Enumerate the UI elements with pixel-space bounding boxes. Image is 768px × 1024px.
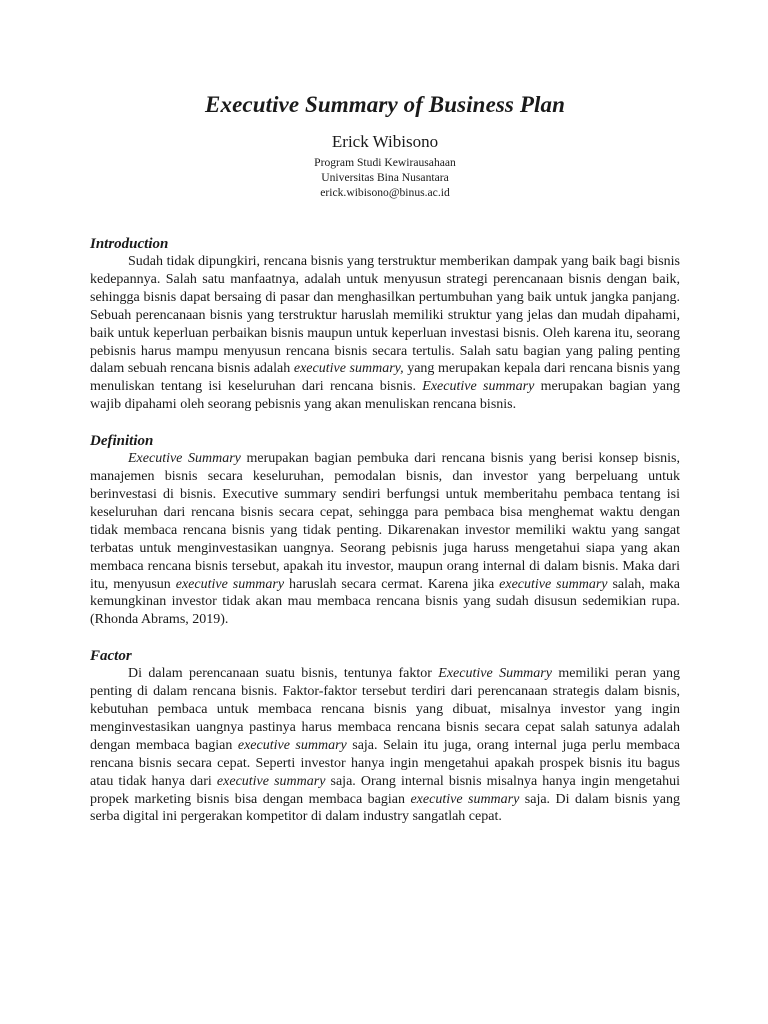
section-heading: Introduction [90, 236, 169, 252]
text-run: Sudah tidak dipungkiri, rencana bisnis yang terstruktur memberikan dampak yang baik bagi bisnis kedepannya. Salah satu manfaatnya, adalah untuk menyusun strategi perencanaan bisnis dengan baik, sehingga bisnis dapat bersaing di pasar dan menghasilkan pertumbuhan yang baik untuk jangka panjang. Sebuah perencanaan bisnis yang terstruktur haruslah memiliki struktur yang jelas dan mudah dipahami, baik untuk keperluan perbaikan bisnis maupun untuk keperluan investasi bisnis. Oleh karena itu, seorang pebisnis harus mampu menyusun rencana bisnis secara tertulis. Salah satu bagian yang paling penting dalam sebuah rencana bisnis adalah [90, 254, 680, 377]
text-run: yang merupakan kepala dari rencana bisnis yang menuliskan tentang isi keseluruhan dari rencana bisnis. [90, 361, 680, 395]
section-definition [90, 433, 680, 629]
text-run: saja. Di dalam bisnis yang serba digital ini pergerakan kompetitor di dalam industry sangatlah cepat. [90, 791, 680, 825]
text-run-italic: Executive Summary [128, 451, 241, 467]
section-factor [90, 648, 680, 826]
text-run-italic: Executive Summary [438, 666, 552, 682]
text-run: Di dalam perencanaan suatu bisnis, tentunya faktor [128, 666, 439, 682]
section-introduction [90, 236, 680, 414]
text-run: saja. Orang internal bisnis misalnya hanya ingin mengetahui propek marketing bisnis bisa dengan membaca bagian [90, 773, 680, 807]
text-run-italic: executive summary [237, 737, 347, 753]
text-run: merupakan bagian yang wajib dipahami oleh seorang pebisnis yang akan menuliskan rencana bisnis. [90, 379, 680, 413]
section-heading: Definition [90, 433, 154, 450]
document-title: Executive Summary of Business Plan [205, 92, 565, 117]
text-run-italic: executive summary [175, 576, 285, 592]
text-run: saja. Selain itu juga, orang internal juga perlu membaca rencana bisnis secara cepat. Seperti investor hanya ingin mengetahui apakah prospek bisnis itu bagus atau tidak hanya dari [90, 737, 680, 789]
text-run-italic: executive summary [410, 791, 520, 807]
author-name: Erick Wibisono [331, 132, 439, 151]
section-paragraph [90, 253, 680, 414]
section-paragraph [90, 450, 680, 629]
text-run-italic: Executive summary [422, 379, 535, 395]
text-run: salah, maka kemungkinan investor tidak akan mau membaca rencana bisnis yang sudah disusun sedemikian rupa. (Rhonda Abrams, 2019). [90, 576, 680, 628]
section-heading: Factor [90, 648, 132, 665]
author-university: Universitas Bina Nusantara [321, 171, 449, 184]
text-run-italic: executive summary, [293, 361, 404, 377]
text-run-italic: executive summary [499, 576, 608, 592]
author-program: Program Studi Kewirausahaan [314, 156, 456, 169]
text-run: haruslah secara cermat. Karena jika [284, 576, 500, 592]
text-run: memiliki peran yang penting di dalam rencana bisnis. Faktor-faktor tersebut terdiri dari perencanaan strategis dalam bisnis, kebutuhan pembaca untuk membaca rencana bisnis yang dibuat, misalnya investor yang ingin menginvestasikan uangnya pastinya harus membaca rencana bisnis secara cepat salah satunya adalah dengan membaca bagian [90, 666, 681, 753]
text-run: merupakan bagian pembuka dari rencana bisnis yang berisi konsep bisnis, manajemen bisnis secara keseluruhan, pemodalan bisnis, dan investor yang berpeluang untuk berinvestasi di bisnis. Executive summary sendiri berfungsi untuk memberitahu pembaca tentang isi keseluruhan dari rencana bisnis secara cepat, sehingga para pembaca bisa menghemat waktu dengan tidak membaca rencana bisnis yang tidak penting. Dikarenakan investor memiliki waktu yang sangat terbatas untuk menginvestasikan uangnya. Seorang pebisnis juga haruss mengetahui siapa yang akan membaca rencana bisnis tersebut, apakah itu investor, maupun orang internal di dalam bisnis. Maka dari itu, menyusun [90, 451, 680, 592]
text-run-italic: executive summary [216, 773, 326, 789]
section-paragraph [90, 665, 680, 826]
author-email: erick.wibisono@binus.ac.id [320, 186, 450, 199]
